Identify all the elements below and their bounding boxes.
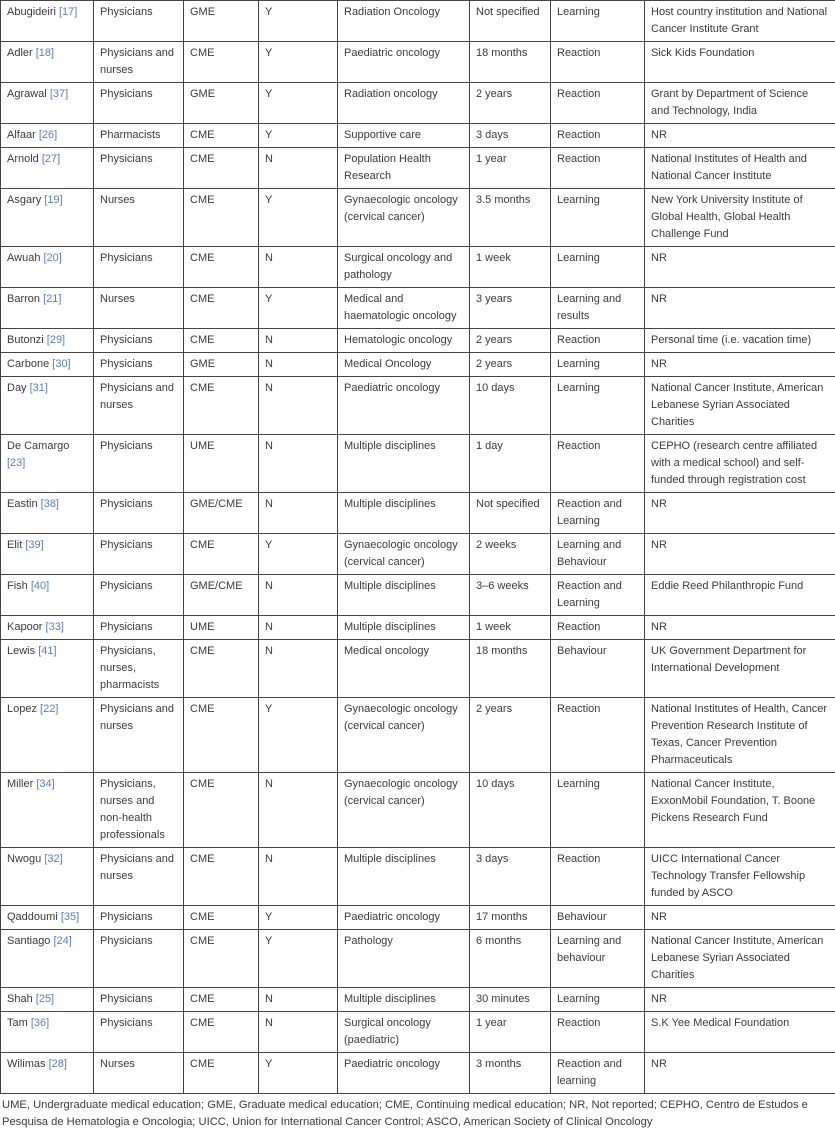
cell-education-type: GME/CME	[184, 493, 259, 534]
cell-duration: 18 months	[470, 42, 551, 83]
citation-link[interactable]: [29]	[47, 334, 65, 346]
cell-specialty: Multiple disciplines	[338, 575, 470, 616]
citation-link[interactable]: [18]	[36, 47, 54, 59]
cell-profession: Physicians	[94, 247, 184, 288]
cell-funding-source: NR	[645, 493, 835, 534]
cell-funding-source: NR	[645, 124, 835, 148]
author-name: De Camargo	[7, 440, 69, 452]
author-name: Agrawal	[7, 88, 47, 100]
cell-specialty: Pathology	[338, 930, 470, 988]
cell-outcome: Reaction	[551, 698, 645, 773]
author-name: Tam	[7, 1017, 28, 1029]
cell-specialty: Gynaecologic oncology (cervical cancer)	[338, 698, 470, 773]
author-name: Lopez	[7, 703, 37, 715]
citation-link[interactable]: [19]	[44, 194, 62, 206]
cell-funding-source: UICC International Cancer Technology Transfer Fellowship funded by ASCO	[645, 848, 835, 906]
cell-specialty: Population Health Research	[338, 148, 470, 189]
cell-duration: 2 years	[470, 83, 551, 124]
table-row	[1, 148, 835, 189]
cell-education-type: CME	[184, 640, 259, 698]
cell-duration: 3–6 weeks	[470, 575, 551, 616]
cell-accredited-flag: Y	[259, 42, 338, 83]
cell-profession: Physicians, nurses, pharmacists	[94, 640, 184, 698]
cell-accredited-flag: N	[259, 773, 338, 848]
author-name: Kapoor	[7, 621, 42, 633]
citation-link[interactable]: [38]	[41, 498, 59, 510]
cell-specialty: Surgical oncology and pathology	[338, 247, 470, 288]
cell-profession: Physicians	[94, 1012, 184, 1053]
cell-author	[1, 848, 94, 906]
cell-profession: Physicians and nurses	[94, 42, 184, 83]
author-name: Miller	[7, 778, 33, 790]
cell-funding-source: Personal time (i.e. vacation time)	[645, 329, 835, 353]
author-name: Asgary	[7, 194, 41, 206]
cell-duration: 1 week	[470, 247, 551, 288]
cell-profession: Nurses	[94, 288, 184, 329]
cell-funding-source: NR	[645, 988, 835, 1012]
author-name: Qaddoumi	[7, 911, 58, 923]
cell-duration: 2 years	[470, 329, 551, 353]
cell-accredited-flag: Y	[259, 930, 338, 988]
author-name: Eastin	[7, 498, 38, 510]
cell-outcome: Reaction	[551, 148, 645, 189]
cell-duration: 10 days	[470, 773, 551, 848]
cell-outcome: Learning	[551, 377, 645, 435]
cell-duration: 2 years	[470, 698, 551, 773]
cell-duration: 2 weeks	[470, 534, 551, 575]
cell-funding-source: UK Government Department for International Development	[645, 640, 835, 698]
cell-profession: Physicians	[94, 1, 184, 42]
cell-specialty: Paediatric oncology	[338, 377, 470, 435]
cell-education-type: CME	[184, 1053, 259, 1094]
cell-education-type: CME	[184, 377, 259, 435]
cell-funding-source: NR	[645, 353, 835, 377]
cell-author	[1, 773, 94, 848]
cell-author	[1, 930, 94, 988]
table-row	[1, 493, 835, 534]
cell-outcome: Reaction	[551, 1012, 645, 1053]
cell-specialty: Medical Oncology	[338, 353, 470, 377]
cell-duration: 6 months	[470, 930, 551, 988]
cell-profession: Nurses	[94, 1053, 184, 1094]
cell-funding-source: CEPHO (research centre affiliated with a medical school) and self-funded through registration cost	[645, 435, 835, 493]
cell-specialty: Radiation oncology	[338, 83, 470, 124]
table-row	[1, 288, 835, 329]
table-row	[1, 773, 835, 848]
table-row	[1, 353, 835, 377]
table-row	[1, 435, 835, 493]
cell-funding-source: NR	[645, 247, 835, 288]
cell-accredited-flag: Y	[259, 698, 338, 773]
cell-specialty: Multiple disciplines	[338, 493, 470, 534]
cell-duration: 3.5 months	[470, 189, 551, 247]
table-row	[1, 83, 835, 124]
table-row	[1, 1053, 835, 1094]
cell-outcome: Reaction	[551, 42, 645, 83]
cell-education-type: GME	[184, 353, 259, 377]
cell-author	[1, 698, 94, 773]
citation-link[interactable]: [22]	[40, 703, 58, 715]
citation-link[interactable]: [39]	[25, 539, 43, 551]
cell-specialty: Paediatric oncology	[338, 906, 470, 930]
table-row	[1, 1012, 835, 1053]
cell-specialty: Surgical oncology (paediatric)	[338, 1012, 470, 1053]
cell-duration: Not specified	[470, 493, 551, 534]
cell-funding-source: National Cancer Institute, ExxonMobil Foundation, T. Boone Pickens Research Fund	[645, 773, 835, 848]
cell-profession: Physicians	[94, 493, 184, 534]
cell-author	[1, 534, 94, 575]
cell-specialty: Gynaecologic oncology (cervical cancer)	[338, 534, 470, 575]
cell-outcome: Learning and results	[551, 288, 645, 329]
cell-specialty: Multiple disciplines	[338, 848, 470, 906]
table-row	[1, 329, 835, 353]
table-row	[1, 124, 835, 148]
cell-accredited-flag: Y	[259, 288, 338, 329]
cell-author	[1, 616, 94, 640]
cell-author	[1, 640, 94, 698]
cell-education-type: CME	[184, 247, 259, 288]
cell-author	[1, 1012, 94, 1053]
cell-accredited-flag: N	[259, 640, 338, 698]
cell-education-type: CME	[184, 189, 259, 247]
cell-author	[1, 906, 94, 930]
cell-accredited-flag: Y	[259, 1, 338, 42]
cell-education-type: GME	[184, 1, 259, 42]
cell-duration: 3 years	[470, 288, 551, 329]
cell-duration: 1 day	[470, 435, 551, 493]
cell-accredited-flag: N	[259, 616, 338, 640]
author-name: Barron	[7, 293, 40, 305]
cell-specialty: Gynaecologic oncology (cervical cancer)	[338, 773, 470, 848]
citation-link[interactable]: [31]	[30, 382, 48, 394]
cell-education-type: CME	[184, 1012, 259, 1053]
cell-duration: 10 days	[470, 377, 551, 435]
cell-specialty: Paediatric oncology	[338, 1053, 470, 1094]
cell-outcome: Reaction	[551, 83, 645, 124]
cell-education-type: CME	[184, 930, 259, 988]
citation-link[interactable]: [28]	[49, 1058, 67, 1070]
cell-funding-source: Eddie Reed Philanthropic Fund	[645, 575, 835, 616]
table-row	[1, 698, 835, 773]
cell-funding-source: NR	[645, 534, 835, 575]
cell-funding-source: National Institutes of Health and National Cancer Institute	[645, 148, 835, 189]
table-footnote: UME, Undergraduate medical education; GME, Graduate medical education; CME, Continuing medical education; NR, Not reported; CEPHO, Centro de Estudos e Pesquisa de Hematologia e Oncologia; UICC, Union for International Cancer Control; ASCO, American Society of Clinical Oncology	[0, 1094, 835, 1130]
table-row	[1, 189, 835, 247]
cell-author	[1, 329, 94, 353]
table-row	[1, 377, 835, 435]
cell-education-type: CME	[184, 698, 259, 773]
cell-outcome: Learning	[551, 353, 645, 377]
cell-duration: 3 days	[470, 848, 551, 906]
cell-education-type: CME	[184, 848, 259, 906]
author-name: Nwogu	[7, 853, 41, 865]
cell-funding-source: NR	[645, 1053, 835, 1094]
table-row	[1, 616, 835, 640]
cell-specialty: Supportive care	[338, 124, 470, 148]
cell-author	[1, 124, 94, 148]
cell-education-type: CME	[184, 329, 259, 353]
cell-accredited-flag: N	[259, 247, 338, 288]
cell-education-type: CME	[184, 148, 259, 189]
cell-outcome: Learning	[551, 988, 645, 1012]
cell-education-type: CME	[184, 42, 259, 83]
cell-accredited-flag: N	[259, 575, 338, 616]
cell-author	[1, 148, 94, 189]
cell-duration: 1 year	[470, 148, 551, 189]
cell-accredited-flag: Y	[259, 534, 338, 575]
cell-outcome: Reaction and Learning	[551, 493, 645, 534]
cell-profession: Physicians and nurses	[94, 848, 184, 906]
citation-link[interactable]: [33]	[46, 621, 64, 633]
cell-funding-source: S.K Yee Medical Foundation	[645, 1012, 835, 1053]
cell-education-type: GME/CME	[184, 575, 259, 616]
cell-author	[1, 83, 94, 124]
cell-profession: Physicians	[94, 329, 184, 353]
cell-specialty: Multiple disciplines	[338, 435, 470, 493]
author-name: Shah	[7, 993, 33, 1005]
cell-outcome: Reaction	[551, 124, 645, 148]
cell-outcome: Reaction and Learning	[551, 575, 645, 616]
citation-link[interactable]: [20]	[44, 252, 62, 264]
cell-duration: 1 year	[470, 1012, 551, 1053]
cell-author	[1, 1, 94, 42]
cell-outcome: Reaction	[551, 435, 645, 493]
cell-profession: Physicians	[94, 83, 184, 124]
cell-profession: Physicians	[94, 353, 184, 377]
cell-funding-source: New York University Institute of Global Health, Global Health Challenge Fund	[645, 189, 835, 247]
cell-profession: Nurses	[94, 189, 184, 247]
author-name: Lewis	[7, 645, 35, 657]
cell-education-type: GME	[184, 83, 259, 124]
table-row	[1, 42, 835, 83]
table-row	[1, 534, 835, 575]
cell-profession: Physicians	[94, 534, 184, 575]
cell-funding-source: Host country institution and National Cancer Institute Grant	[645, 1, 835, 42]
author-name: Arnold	[7, 153, 39, 165]
cell-author	[1, 493, 94, 534]
cell-funding-source: NR	[645, 906, 835, 930]
author-name: Awuah	[7, 252, 40, 264]
cell-funding-source: Grant by Department of Science and Technology, India	[645, 83, 835, 124]
cell-author	[1, 575, 94, 616]
author-name: Alfaar	[7, 129, 36, 141]
cell-education-type: UME	[184, 435, 259, 493]
citation-link[interactable]: [32]	[44, 853, 62, 865]
author-name: Carbone	[7, 358, 49, 370]
author-name: Abugideiri	[7, 6, 56, 18]
author-name: Elit	[7, 539, 22, 551]
table-row	[1, 1, 835, 42]
cell-accredited-flag: Y	[259, 906, 338, 930]
citation-link[interactable]: [26]	[39, 129, 57, 141]
cell-profession: Physicians	[94, 435, 184, 493]
citation-link[interactable]: [36]	[31, 1017, 49, 1029]
citation-link[interactable]: [27]	[42, 153, 60, 165]
cell-outcome: Reaction and learning	[551, 1053, 645, 1094]
table-row	[1, 988, 835, 1012]
cell-funding-source: Sick Kids Foundation	[645, 42, 835, 83]
cell-author	[1, 435, 94, 493]
cell-duration: Not specified	[470, 1, 551, 42]
cell-profession: Physicians	[94, 148, 184, 189]
cell-profession: Physicians and nurses	[94, 698, 184, 773]
citation-link[interactable]: [23]	[7, 457, 25, 469]
cell-specialty: Radiation Oncology	[338, 1, 470, 42]
cell-education-type: CME	[184, 988, 259, 1012]
citation-link[interactable]: [17]	[59, 6, 77, 18]
cell-specialty: Multiple disciplines	[338, 988, 470, 1012]
citation-link[interactable]: [21]	[43, 293, 61, 305]
cell-accredited-flag: N	[259, 353, 338, 377]
cell-funding-source: NR	[645, 616, 835, 640]
author-name: Fish	[7, 580, 28, 592]
cell-profession: Physicians	[94, 930, 184, 988]
citation-link[interactable]: [41]	[38, 645, 56, 657]
cell-specialty: Hematologic oncology	[338, 329, 470, 353]
cell-accredited-flag: N	[259, 848, 338, 906]
table-row	[1, 930, 835, 988]
table-row	[1, 906, 835, 930]
cell-duration: 1 week	[470, 616, 551, 640]
cell-outcome: Behaviour	[551, 640, 645, 698]
citation-link[interactable]: [37]	[50, 88, 68, 100]
cell-profession: Pharmacists	[94, 124, 184, 148]
cell-outcome: Learning	[551, 189, 645, 247]
author-name: Butonzi	[7, 334, 44, 346]
cell-duration: 3 months	[470, 1053, 551, 1094]
cell-outcome: Learning	[551, 1, 645, 42]
cell-accredited-flag: N	[259, 1012, 338, 1053]
cell-funding-source: National Cancer Institute, American Lebanese Syrian Associated Charities	[645, 930, 835, 988]
cell-specialty: Multiple disciplines	[338, 616, 470, 640]
cell-funding-source: National Institutes of Health, Cancer Prevention Research Institute of Texas, Cancer Prevention Pharmaceuticals	[645, 698, 835, 773]
cell-outcome: Learning and Behaviour	[551, 534, 645, 575]
cell-author	[1, 1053, 94, 1094]
citation-link[interactable]: [34]	[36, 778, 54, 790]
cell-duration: 3 days	[470, 124, 551, 148]
author-name: Adler	[7, 47, 33, 59]
cell-accredited-flag: Y	[259, 83, 338, 124]
table-row	[1, 848, 835, 906]
cell-funding-source: National Cancer Institute, American Lebanese Syrian Associated Charities	[645, 377, 835, 435]
cell-education-type: UME	[184, 616, 259, 640]
cell-accredited-flag: Y	[259, 124, 338, 148]
cell-author	[1, 189, 94, 247]
author-name: Wilimas	[7, 1058, 46, 1070]
cell-accredited-flag: N	[259, 377, 338, 435]
cell-accredited-flag: Y	[259, 1053, 338, 1094]
cell-accredited-flag: Y	[259, 189, 338, 247]
cell-education-type: CME	[184, 288, 259, 329]
cell-duration: 2 years	[470, 353, 551, 377]
cell-outcome: Learning	[551, 247, 645, 288]
cell-profession: Physicians and nurses	[94, 377, 184, 435]
cell-outcome: Learning and behaviour	[551, 930, 645, 988]
author-name: Day	[7, 382, 27, 394]
cell-outcome: Reaction	[551, 329, 645, 353]
cell-specialty: Paediatric oncology	[338, 42, 470, 83]
cell-duration: 18 months	[470, 640, 551, 698]
cell-profession: Physicians	[94, 575, 184, 616]
cell-accredited-flag: N	[259, 988, 338, 1012]
cell-accredited-flag: N	[259, 329, 338, 353]
table-row	[1, 247, 835, 288]
citation-link[interactable]: [40]	[31, 580, 49, 592]
cell-author	[1, 42, 94, 83]
cell-education-type: CME	[184, 534, 259, 575]
cell-outcome: Reaction	[551, 848, 645, 906]
table-row	[1, 575, 835, 616]
cell-outcome: Reaction	[551, 616, 645, 640]
cell-accredited-flag: N	[259, 435, 338, 493]
cell-outcome: Learning	[551, 773, 645, 848]
cell-education-type: CME	[184, 773, 259, 848]
citation-link[interactable]: [30]	[52, 358, 70, 370]
cell-author	[1, 247, 94, 288]
cell-education-type: CME	[184, 124, 259, 148]
cell-author	[1, 377, 94, 435]
cell-outcome: Behaviour	[551, 906, 645, 930]
cell-specialty: Medical and haematologic oncology	[338, 288, 470, 329]
citation-link[interactable]: [35]	[61, 911, 79, 923]
citation-link[interactable]: [24]	[54, 935, 72, 947]
citation-link[interactable]: [25]	[36, 993, 54, 1005]
cell-specialty: Gynaecologic oncology (cervical cancer)	[338, 189, 470, 247]
cell-author	[1, 353, 94, 377]
cell-author	[1, 288, 94, 329]
cell-author	[1, 988, 94, 1012]
cell-duration: 17 months	[470, 906, 551, 930]
cell-profession: Physicians, nurses and non-health professionals	[94, 773, 184, 848]
cell-accredited-flag: N	[259, 148, 338, 189]
cell-specialty: Medical oncology	[338, 640, 470, 698]
studies-table-body	[1, 1, 835, 1094]
cell-accredited-flag: N	[259, 493, 338, 534]
table-row	[1, 640, 835, 698]
cell-profession: Physicians	[94, 988, 184, 1012]
cell-duration: 30 minutes	[470, 988, 551, 1012]
author-name: Santiago	[7, 935, 50, 947]
cell-education-type: CME	[184, 906, 259, 930]
cell-profession: Physicians	[94, 616, 184, 640]
cell-profession: Physicians	[94, 906, 184, 930]
cell-funding-source: NR	[645, 288, 835, 329]
